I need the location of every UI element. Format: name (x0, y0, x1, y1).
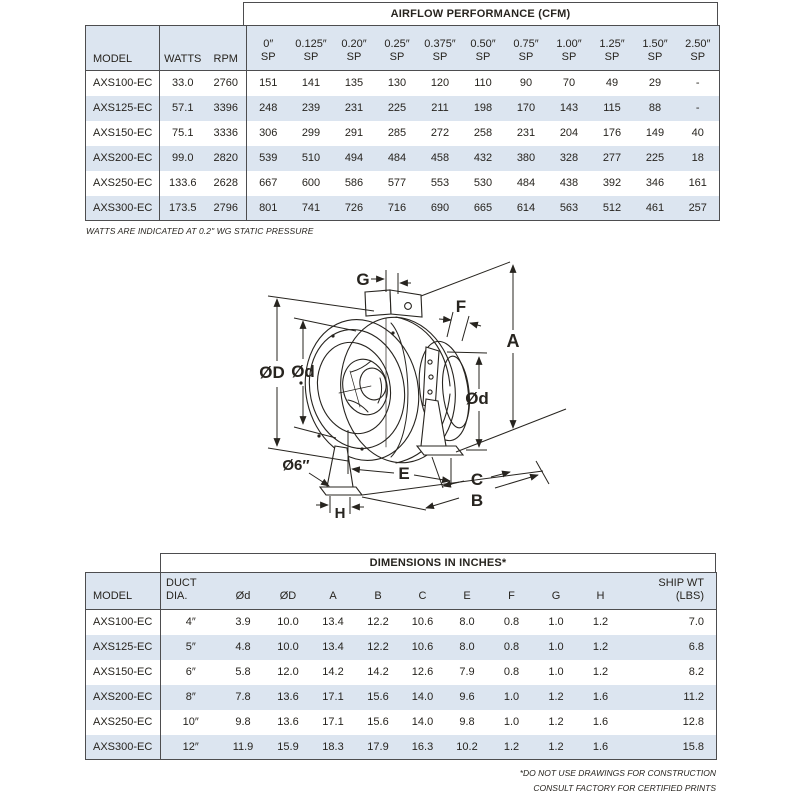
dim-label-phi-D: ØD (259, 363, 285, 382)
cfm-cell: 586 (344, 177, 364, 189)
dimensions-table-row (86, 635, 717, 660)
dim-cell: 17.9 (367, 740, 389, 753)
dim-cell: 7.9 (459, 666, 475, 678)
dim-cell: 18.3 (322, 740, 344, 753)
dim-cell: 1.0 (548, 616, 564, 629)
dim-label-phi-d-left: Ød (291, 362, 315, 381)
cfm-cell: 225 (387, 102, 407, 114)
dim-cell: 1.2 (548, 716, 564, 728)
model-cell: AXS100-EC (86, 71, 160, 96)
model-cell: AXS250-EC (86, 171, 160, 196)
dim-label-f: F (455, 297, 467, 316)
dim-cell: 17.1 (322, 716, 344, 728)
cfm-cell: 346 (645, 177, 665, 189)
right-leg (421, 399, 446, 446)
cfm-cell: 141 (301, 77, 321, 90)
model-cell: AXS300-EC (86, 735, 161, 760)
dimensions-table-title: DIMENSIONS IN INCHES* (160, 553, 716, 572)
model-cell: AXS200-EC (86, 685, 161, 710)
cfm-cell: 90 (519, 77, 533, 90)
dim-cell: 1.2 (503, 740, 520, 753)
dim-cell: 13.4 (322, 641, 344, 653)
col-header-sp: 0″ SP (247, 26, 290, 71)
dim-cell: 14.2 (322, 666, 344, 678)
dim-label-phi-d-right: Ød (465, 389, 489, 408)
cfm-cell: 667 (259, 177, 278, 189)
drawings-footnote-line1: *DO NOT USE DRAWINGS FOR CONSTRUCTION (519, 768, 716, 778)
cfm-cell: 461 (645, 201, 665, 214)
cfm-cell: 801 (259, 201, 278, 214)
dim-cell: 1.2 (548, 691, 564, 703)
dim-cell: 4.8 (235, 641, 251, 653)
cfm-cell: 392 (602, 177, 622, 189)
airflow-table-row (86, 171, 720, 196)
airflow-table-row (86, 196, 720, 221)
airflow-table-row (86, 71, 720, 96)
ship-wt-cell: 7.0 (688, 616, 704, 629)
cfm-cell: 690 (430, 201, 450, 214)
cfm-cell: 726 (344, 201, 364, 214)
model-cell: AXS125-EC (86, 635, 161, 660)
watts-cell: 33.0 (172, 77, 194, 90)
dim-cell: 1.2 (592, 616, 609, 629)
dim-cell: 1.6 (592, 740, 609, 753)
dim-cell: 12.2 (367, 641, 389, 653)
airflow-table-row (86, 96, 720, 121)
rpm-cell: 2760 (206, 71, 247, 96)
col-header-phi-D: ØD (266, 573, 311, 610)
cfm-cell: 328 (559, 152, 579, 164)
dim-cell: 12.6 (411, 666, 434, 678)
dim-label-inlet-diameter: Ø6″ (282, 457, 310, 474)
dim-cell: 12.2 (367, 616, 389, 629)
cfm-cell: 432 (473, 152, 493, 164)
dim-cell: 10.0 (277, 641, 299, 653)
cfm-cell: 306 (259, 127, 278, 139)
col-header-sp: 0.375″ SP (419, 26, 462, 71)
dim-cell: 15.6 (367, 691, 389, 703)
cfm-cell: 29 (648, 77, 662, 90)
col-header-ship-wt: SHIP WT (LBS) (623, 573, 717, 610)
watts-cell: 57.1 (172, 102, 194, 114)
cfm-cell: 285 (387, 127, 407, 139)
cfm-cell: 149 (645, 127, 665, 139)
dim-cell: 9.8 (459, 716, 475, 728)
cfm-cell: 49 (605, 77, 619, 90)
dim-label-a: A (506, 331, 520, 351)
dim-cell: 10.6 (411, 616, 434, 629)
dimensions-section (85, 553, 716, 760)
dim-cell: 10.2 (456, 740, 478, 753)
fan-body-drawing (292, 290, 474, 495)
dim-cell: 5.8 (235, 666, 251, 678)
dim-cell: 1.6 (592, 716, 609, 728)
cfm-cell: 291 (344, 127, 364, 139)
airflow-performance-table (85, 25, 720, 221)
cfm-cell: 484 (516, 177, 536, 189)
cfm-cell: 299 (301, 127, 321, 139)
ship-wt-cell: 6.8 (688, 641, 704, 653)
dim-label-b: B (470, 491, 484, 510)
ship-wt-cell: 12.8 (682, 716, 704, 728)
col-header-model: MODEL (86, 573, 161, 610)
col-header-sp: 0.25″ SP (376, 26, 419, 71)
dim-cell: 7.8 (235, 691, 251, 703)
dim-cell: 13.4 (322, 616, 344, 629)
dim-cell: 11.9 (232, 740, 254, 753)
dim-label-c: C (470, 470, 484, 489)
col-header-sp: 2.50″ SP (677, 26, 720, 71)
dim-cell: 12.0 (277, 666, 299, 678)
cfm-cell: 741 (301, 201, 321, 214)
cfm-cell: - (695, 102, 700, 114)
airflow-table-row (86, 121, 720, 146)
dim-cell: 17.1 (322, 691, 344, 703)
cfm-cell: 70 (562, 77, 576, 90)
dim-cell: 8.0 (459, 616, 475, 629)
cfm-cell: 577 (387, 177, 407, 189)
cfm-cell: 176 (602, 127, 622, 139)
ship-wt-cell: 8.2 (688, 666, 704, 678)
rpm-cell: 3396 (206, 96, 247, 121)
model-cell: AXS250-EC (86, 710, 161, 735)
dim-cell: 13.6 (277, 716, 299, 728)
col-header-e: E (445, 573, 490, 610)
col-header-sp: 0.50″ SP (462, 26, 505, 71)
col-header-sp: 0.75″ SP (505, 26, 548, 71)
cfm-cell: 120 (430, 77, 450, 90)
ship-wt-cell: 15.8 (682, 740, 704, 753)
dim-cell: 16.3 (411, 740, 434, 753)
cfm-cell: 494 (344, 152, 364, 164)
cfm-cell: 600 (301, 177, 321, 189)
cfm-cell: 18 (691, 152, 704, 164)
cfm-cell: 170 (516, 102, 536, 114)
cfm-cell: 530 (473, 177, 493, 189)
cfm-cell: 614 (516, 201, 536, 214)
cfm-cell: 198 (473, 102, 493, 114)
dim-cell: 14.0 (411, 691, 434, 703)
dimensions-header-row (86, 573, 717, 610)
dim-label-g: G (356, 270, 370, 289)
cfm-cell: 204 (559, 127, 579, 139)
dim-cell: 10.6 (411, 641, 434, 653)
model-cell: AXS100-EC (86, 610, 161, 635)
rpm-cell: 2796 (206, 196, 247, 221)
cfm-cell: 438 (559, 177, 579, 189)
airflow-table-title: AIRFLOW PERFORMANCE (CFM) (243, 2, 718, 25)
model-cell: AXS150-EC (86, 121, 160, 146)
cfm-cell: 510 (301, 152, 321, 164)
dim-cell: 14.2 (367, 666, 389, 678)
dimensions-table (85, 572, 717, 760)
cfm-cell: 211 (431, 102, 449, 114)
airflow-header-row (86, 26, 720, 71)
col-header-sp: 0.125″ SP (290, 26, 333, 71)
cfm-cell: 272 (430, 127, 450, 139)
dim-cell: 9.6 (459, 691, 475, 703)
col-header-f: F (490, 573, 534, 610)
watts-cell: 99.0 (172, 152, 194, 164)
col-header-h: H (579, 573, 623, 610)
cfm-cell: 239 (301, 102, 321, 114)
duct-dia-cell: 5″ (185, 641, 196, 653)
col-header-c: C (401, 573, 445, 610)
dim-cell: 1.2 (592, 666, 609, 678)
cfm-cell: 484 (387, 152, 407, 164)
cfm-cell: 231 (516, 127, 536, 139)
cfm-cell: 161 (688, 177, 707, 189)
cfm-cell: 512 (602, 201, 622, 214)
dim-cell: 15.6 (367, 716, 389, 728)
cfm-cell: 225 (645, 152, 665, 164)
junction-box-front (365, 290, 391, 316)
dim-cell: 13.6 (277, 691, 299, 703)
duct-dia-cell: 4″ (185, 616, 196, 629)
cfm-cell: - (695, 77, 700, 90)
cfm-cell: 115 (603, 102, 621, 114)
dim-label-e: E (398, 464, 410, 483)
duct-dia-cell: 12″ (182, 740, 199, 753)
dim-cell: 8.0 (459, 641, 475, 653)
cfm-cell: 258 (473, 127, 493, 139)
cfm-cell: 88 (648, 102, 662, 114)
cfm-cell: 151 (259, 77, 278, 90)
col-header-a: A (311, 573, 356, 610)
drawings-footnote-line2: CONSULT FACTORY FOR CERTIFIED PRINTS (533, 782, 716, 793)
cfm-cell: 135 (344, 77, 364, 90)
dim-cell: 1.0 (503, 691, 520, 703)
cfm-cell: 248 (259, 102, 278, 114)
cfm-cell: 716 (387, 201, 407, 214)
dim-cell: 1.0 (548, 666, 564, 678)
col-header-watts: WATTS (160, 26, 206, 71)
rpm-cell: 2628 (206, 171, 247, 196)
dimensions-table-row (86, 710, 717, 735)
ship-wt-cell: 11.2 (683, 691, 704, 703)
col-header-b: B (356, 573, 401, 610)
dim-label-h: H (334, 505, 346, 522)
dim-cell: 0.8 (503, 641, 520, 653)
dim-cell: 3.9 (235, 616, 251, 629)
col-header-sp: 1.00″ SP (548, 26, 591, 71)
airflow-table-row (86, 146, 720, 171)
cfm-cell: 130 (387, 77, 407, 90)
dimensions-table-row (86, 610, 717, 635)
col-header-sp: 1.25″ SP (591, 26, 634, 71)
watts-cell: 173.5 (168, 201, 197, 214)
dim-cell: 0.8 (503, 616, 520, 629)
dim-cell: 10.0 (277, 616, 299, 629)
cfm-cell: 277 (602, 152, 622, 164)
dimensions-table-row (86, 660, 717, 685)
right-foot (417, 446, 463, 455)
col-header-sp: 0.20″ SP (333, 26, 376, 71)
cfm-cell: 40 (691, 127, 704, 139)
rpm-cell: 2820 (206, 146, 247, 171)
model-cell: AXS200-EC (86, 146, 160, 171)
watts-cell: 133.6 (168, 177, 197, 189)
col-header-rpm: RPM (206, 26, 247, 71)
cfm-cell: 553 (430, 177, 450, 189)
drawings-footnote (520, 766, 716, 796)
dimensions-table-row (86, 735, 717, 760)
cfm-cell: 257 (688, 201, 707, 214)
cfm-cell: 143 (559, 102, 579, 114)
cfm-cell: 380 (516, 152, 536, 164)
model-cell: AXS300-EC (86, 196, 160, 221)
duct-dia-cell: 6″ (185, 666, 196, 678)
col-header-sp: 1.50″ SP (634, 26, 677, 71)
dimensions-table-row (86, 685, 717, 710)
cfm-cell: 665 (473, 201, 493, 214)
cfm-cell: 110 (474, 77, 492, 90)
cfm-cell: 231 (344, 102, 364, 114)
col-header-g: G (534, 573, 579, 610)
airflow-performance-section (85, 2, 718, 221)
watts-footnote: WATTS ARE INDICATED AT 0.2" WG STATIC PRESSURE (86, 226, 314, 236)
dim-cell: 1.2 (592, 641, 609, 653)
dim-cell: 1.0 (503, 716, 520, 728)
rpm-cell: 3336 (206, 121, 247, 146)
col-header-duct-dia: DUCT DIA. (161, 573, 221, 610)
dim-cell: 1.0 (548, 641, 564, 653)
cfm-cell: 458 (430, 152, 450, 164)
col-header-model: MODEL (86, 26, 160, 71)
dim-cell: 1.2 (548, 740, 564, 753)
duct-dia-cell: 8″ (185, 691, 196, 703)
left-leg (327, 446, 353, 487)
col-header-phi-d: Ød (221, 573, 266, 610)
duct-dia-cell: 10″ (182, 716, 199, 728)
watts-cell: 75.1 (172, 127, 194, 139)
fan-diagram (230, 253, 575, 530)
model-cell: AXS150-EC (86, 660, 161, 685)
dim-cell: 14.0 (411, 716, 434, 728)
dim-cell: 1.6 (592, 691, 609, 703)
model-cell: AXS125-EC (86, 96, 160, 121)
cfm-cell: 563 (559, 201, 579, 214)
cfm-cell: 539 (259, 152, 278, 164)
left-foot (320, 487, 362, 495)
dim-cell: 15.9 (277, 740, 299, 753)
dim-cell: 0.8 (503, 666, 520, 678)
dim-cell: 9.8 (235, 716, 251, 728)
